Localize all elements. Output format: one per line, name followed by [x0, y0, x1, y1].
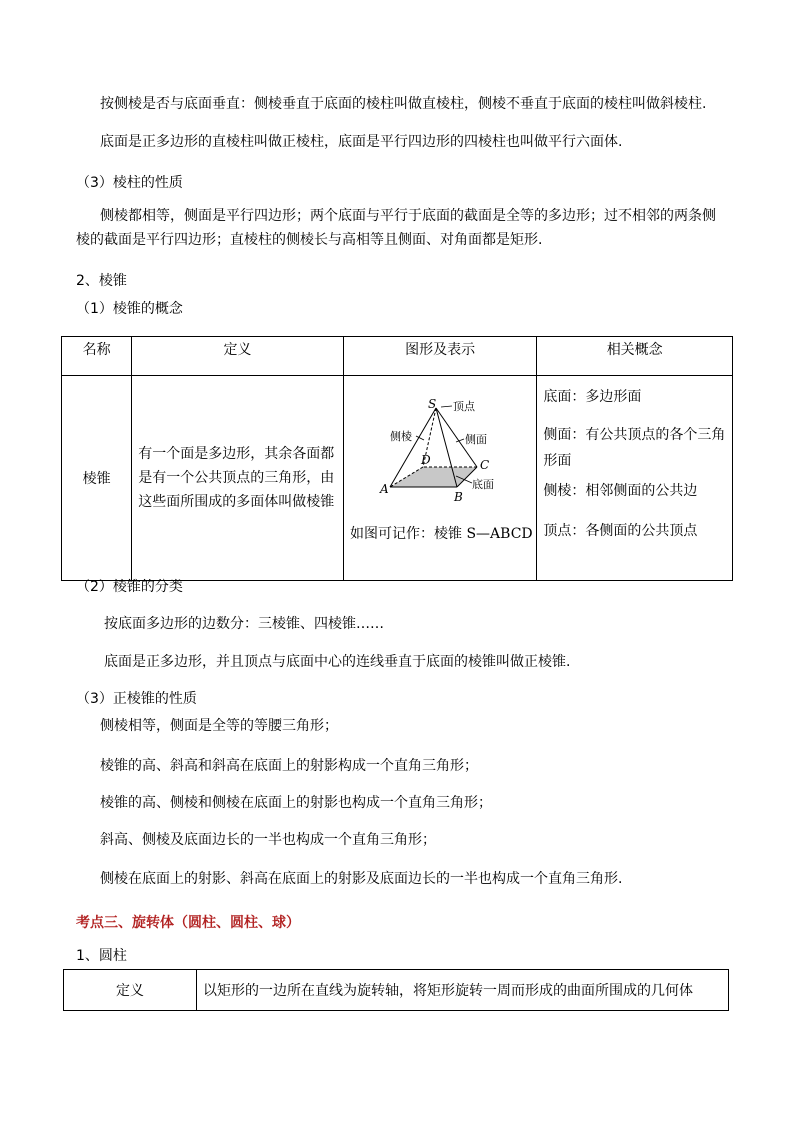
property-3: 棱锥的高、侧棱和侧棱在底面上的射影也构成一个直角三角形； — [100, 795, 492, 811]
pyramid-base-fill — [390, 467, 477, 487]
related-base: 底面：多边形面 — [543, 389, 642, 405]
label-S: S — [427, 397, 437, 411]
label-A: A — [379, 482, 389, 496]
property-1: 侧棱相等，侧面是全等的等腰三角形； — [100, 718, 338, 734]
property-4: 斜高、侧棱及底面边长的一半也构成一个直角三角形； — [100, 832, 436, 848]
related-apex: 顶点：各侧面的公共顶点 — [543, 523, 698, 539]
cell-figure — [343, 376, 537, 581]
header-name: 名称 — [62, 337, 132, 376]
cylinder-definition-table — [63, 969, 729, 1011]
cell-related-concepts — [537, 376, 733, 581]
label-C: C — [479, 458, 490, 472]
pyramid-concept-table — [61, 336, 733, 581]
heading-cylinder: 1、圆柱 — [76, 948, 127, 964]
label-apex: 顶点 — [452, 400, 475, 413]
cell-name: 棱锥 — [62, 376, 132, 581]
figure-caption: 如图可记作：棱锥 S—ABCD — [349, 526, 533, 542]
pyramid-figure — [344, 376, 536, 576]
header-related-concepts: 相关概念 — [537, 337, 733, 376]
heading-prism-properties: （3）棱柱的性质 — [76, 175, 183, 191]
label-B: B — [453, 490, 463, 504]
header-definition: 定义 — [132, 337, 344, 376]
heading-pyramid-concept: （1）棱锥的概念 — [76, 301, 183, 317]
paragraph-regular-pyramid: 底面是正多边形，并且顶点与底面中心的连线垂直于底面的棱锥叫做正棱锥. — [104, 654, 571, 670]
related-lateral-edge: 侧棱：相邻侧面的公共边 — [543, 483, 698, 499]
label-base: 底面 — [471, 478, 494, 491]
label-D: D — [420, 453, 431, 467]
heading-regular-pyramid-properties: （3）正棱锥的性质 — [76, 691, 197, 707]
property-5: 侧棱在底面上的射影、斜高在底面上的射影及底面边长的一半也构成一个直角三角形. — [100, 871, 623, 887]
paragraph-prism-properties-2: 棱的截面是平行四边形；直棱柱的侧棱长与高相等且侧面、对角面都是矩形. — [76, 232, 543, 248]
heading-pyramid-classification: （2）棱锥的分类 — [76, 579, 183, 595]
cylinder-label: 定义 — [64, 970, 197, 1011]
heading-pyramid: 2、棱锥 — [76, 273, 127, 289]
paragraph-classification-by-sides: 按底面多边形的边数分：三棱锥、四棱锥…… — [104, 616, 384, 632]
section-heading-solids-of-revolution: 考点三、旋转体（圆柱、圆柱、球） — [76, 915, 300, 931]
paragraph-prism-properties-1: 侧棱都相等，侧面是平行四边形；两个底面与平行于底面的截面是全等的多边形；过不相邻的两条侧 — [100, 208, 716, 224]
cylinder-definition: 以矩形的一边所在直线为旋转轴，将矩形旋转一周而形成的曲面所围成的几何体 — [197, 970, 729, 1011]
paragraph-right-prism: 底面是正多边形的直棱柱叫做正棱柱，底面是平行四边形的四棱柱也叫做平行六面体. — [100, 134, 623, 150]
label-lateral-face: 侧面 — [464, 433, 487, 446]
leader-lateral-face — [456, 439, 464, 442]
label-lateral-edge: 侧棱 — [389, 430, 412, 443]
leader-apex — [441, 406, 452, 407]
paragraph-prism-classification: 按侧棱是否与底面垂直：侧棱垂直于底面的棱柱叫做直棱柱，侧棱不垂直于底面的棱柱叫做斜棱柱. — [100, 96, 707, 112]
header-figure: 图形及表示 — [343, 337, 537, 376]
cell-definition: 有一个面是多边形，其余各面都是有一个公共顶点的三角形，由这些面所围成的多面体叫做棱锥 — [132, 376, 344, 581]
property-2: 棱锥的高、斜高和斜高在底面上的射影构成一个直角三角形； — [100, 758, 478, 774]
related-lateral-face: 侧面：有公共顶点的各个三角形面 — [543, 427, 726, 469]
